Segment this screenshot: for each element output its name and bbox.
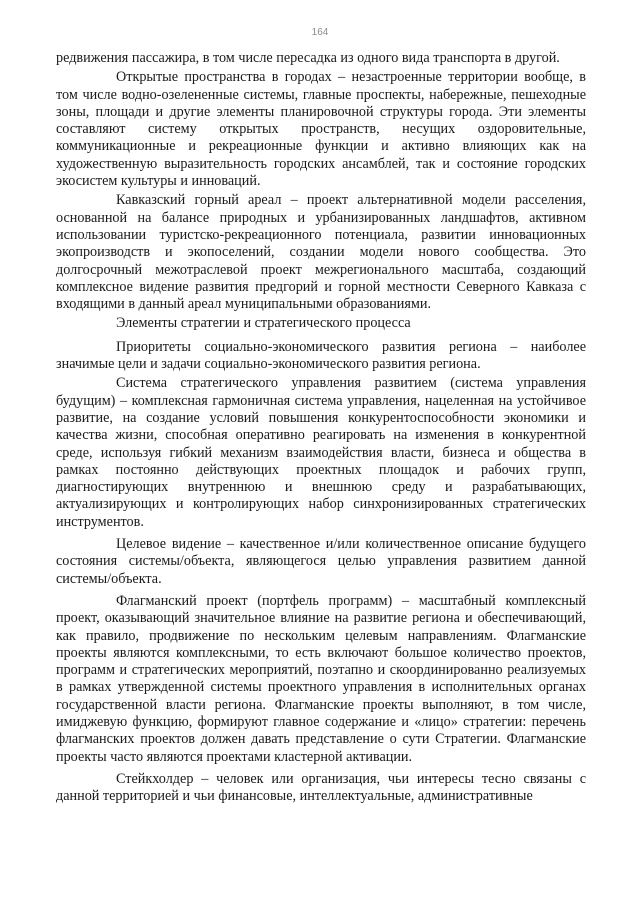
paragraph-stakeholder: Стейкхолдер – человек или организация, чьи интересы тесно связаны с данной территорией и чьи финансовые, интеллектуальные, административные [56,770,586,805]
paragraph-continuation: редвижения пассажира, в том числе пересадка из одного вида транспорта в другой. [56,50,560,66]
paragraph-priorities: Приоритеты социально-экономического развития региона – наиболее значимые цели и задачи социально-экономического развития региона. [56,338,586,373]
paragraph-strategic-management: Система стратегического управления развитием (система управления будущим) – комплексная гармоничная система управления, нацеленная на устойчивое развитие, на создание условий повышения конкурентоспособности экономики и качества жизни, способная оперативно реагировать на изменения в конкурентной среде, используя гибкий механизм взаимодействия власти, бизнеса и общества в рамках постоянно действующих проектных площадок и рабочих групп, диагностирующих внутреннюю и внешнюю среду и разрабатывающих, актуализирующих и контролирующих набор синхронизированных стратегических инструментов. [56,375,586,530]
paragraph-caucasus-area: Кавказский горный ареал – проект альтернативной модели расселения, основанной на балансе природных и урбанизированных ландшафтов, активном использовании туристско-рекреационного потенциала, развитии инновационных экопроизводств и экопоселений, создании модели нового сообщества. Это долгосрочный межотраслевой проект межрегионального масштаба, создающий комплексное видение развития предгорий и горной местности Северного Кавказа с входящими в данный ареал муниципальными образованиями. [56,192,586,313]
document-body [56,50,586,807]
paragraph-open-spaces: Открытые пространства в городах – незастроенные территории вообще, в том числе водно-озелененные системы, главные проспекты, набережные, пешеходные зоны, площади и другие элементы планировочной структуры города. Эти элементы составляют систему открытых пространств, несущих оздоровительные, коммуникационные и рекреационные функции и активно влияющих как на художественную выразительность городских ансамблей, так и состояние городских экосистем культуры и инноваций. [56,69,586,190]
paragraph-flagship-project: Флагманский проект (портфель программ) – масштабный комплексный проект, оказывающий значительное влияние на развитие региона и обеспечивающий, как правило, продвижение по нескольким целевым направлениям. Флагманские проекты являются комплексными, то есть включают большое количество проектов, программ и стратегических мероприятий, поэтапно и скоординированно реализуемых в рамках утвержденной системы проектного управления в исполнительных органах государственной власти региона. Флагманские проекты выполняют, в том числе, имиджевую функцию, формируют главное содержание и «лицо» стратегии: перечень флагманских проектов должен давать представление о сути Стратегии. Флагманские проекты часто являются проектами кластерной активации. [56,592,586,765]
paragraph-target-vision: Целевое видение – качественное и/или количественное описание будущего состояния системы/объекта, являющегося целью управления развитием данной системы/объекта. [56,536,586,587]
page-number: 164 [311,27,329,38]
section-heading: Элементы стратегии и стратегического процесса [116,315,411,332]
